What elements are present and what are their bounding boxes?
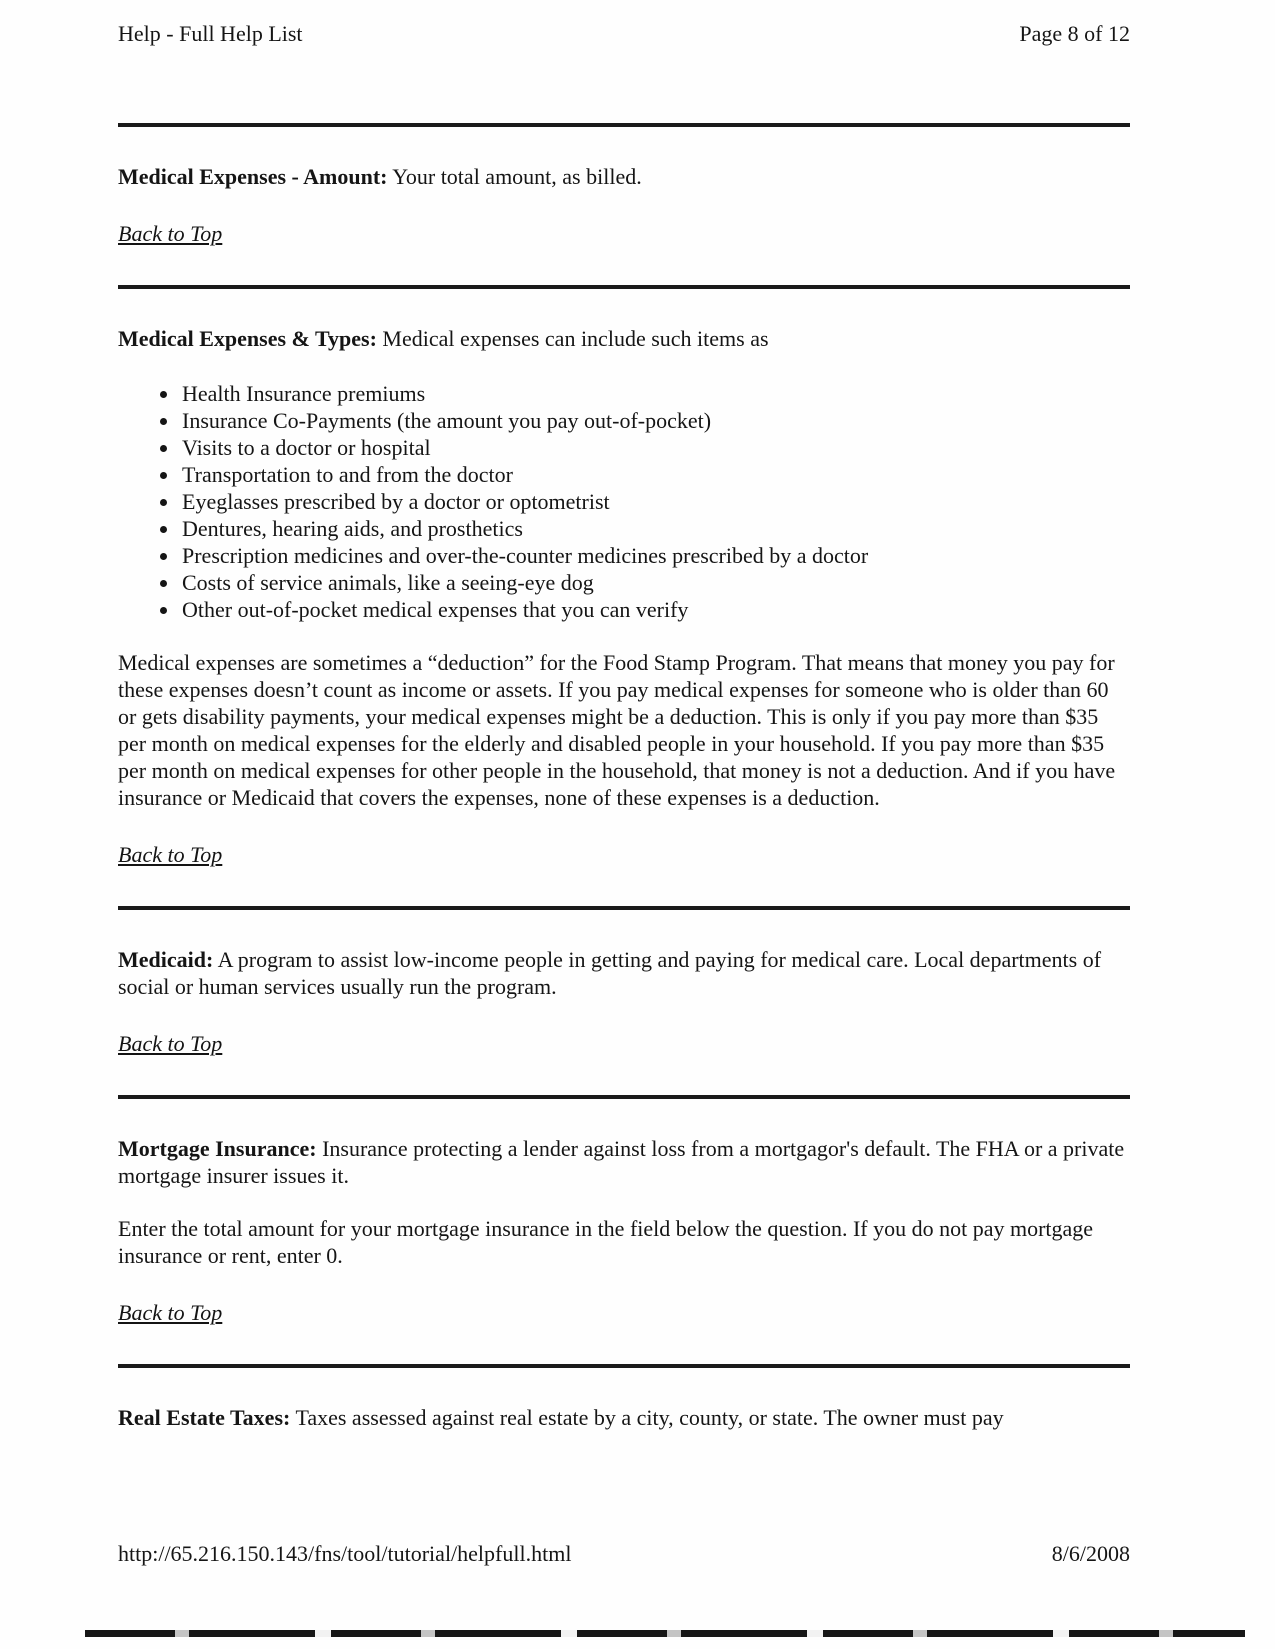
list-item: • Insurance Co-Payments (the amount you pay out-of-pocket): [180, 407, 1130, 434]
page-header: [118, 20, 1130, 47]
section-divider: [118, 285, 1130, 289]
help-section-medicaid: [118, 946, 1130, 1057]
list-item: • Other out-of-pocket medical expenses that you can verify: [180, 596, 1130, 623]
back-to-top-link[interactable]: Back to Top: [118, 221, 223, 246]
back-to-top-row: [118, 1299, 1130, 1326]
help-section-medical-expenses-amount: [118, 163, 1130, 247]
term-label: Real Estate Taxes:: [118, 1405, 291, 1430]
term-label: Medical Expenses - Amount:: [118, 164, 388, 189]
help-section-mortgage-insurance: [118, 1135, 1130, 1326]
term-definition: Taxes assessed against real estate by a city, county, or state. The owner must pay: [295, 1405, 1004, 1430]
list-item: • Dentures, hearing aids, and prosthetics: [180, 515, 1130, 542]
back-to-top-row: [118, 220, 1130, 247]
help-section-real-estate-taxes: [118, 1404, 1130, 1431]
term-definition: Medical expenses can include such items as: [382, 326, 769, 351]
page-footer: [118, 1540, 1130, 1567]
definition-line: [118, 1404, 1130, 1431]
section-divider: [118, 1095, 1130, 1099]
section-divider: [118, 1364, 1130, 1368]
list-item: • Visits to a doctor or hospital: [180, 434, 1130, 461]
section-divider: [118, 123, 1130, 127]
medical-expenses-list: [118, 380, 1130, 623]
term-definition: A program to assist low-income people in getting and paying for medical care. Local departments of social or human services usually run the program.: [118, 947, 1102, 999]
term-definition: Insurance protecting a lender against loss from a mortgagor's default. The FHA or a private mortgage insurer issues it.: [118, 1136, 1125, 1188]
term-label: Medical Expenses & Types:: [118, 326, 377, 351]
body-paragraph: Medical expenses are sometimes a “deduction” for the Food Stamp Program. That means that money you pay for these expenses doesn’t count as income or assets. If you pay medical expenses for someone who is older than 60 or gets disability payments, your medical expenses might be a deduction. This is only if you pay more than $35 per month on medical expenses for the elderly and disabled people in your household. If you pay more than $35 per month on medical expenses for other people in the household, that money is not a deduction. And if you have insurance or Medicaid that covers the expenses, none of these expenses is a deduction.: [118, 650, 1116, 810]
back-to-top-link[interactable]: Back to Top: [118, 1300, 223, 1325]
definition-line: [118, 325, 1130, 352]
list-item: • Health Insurance premiums: [180, 380, 1130, 407]
list-item: • Costs of service animals, like a seeing-eye dog: [180, 569, 1130, 596]
help-section-medical-expenses-types: [118, 325, 1130, 868]
term-label: Medicaid:: [118, 947, 214, 972]
back-to-top-link[interactable]: Back to Top: [118, 1031, 223, 1056]
list-item: • Eyeglasses prescribed by a doctor or optometrist: [180, 488, 1130, 515]
section-divider: [118, 906, 1130, 910]
back-to-top-row: [118, 1030, 1130, 1057]
back-to-top-row: [118, 841, 1130, 868]
list-item: • Prescription medicines and over-the-counter medicines prescribed by a doctor: [180, 542, 1130, 569]
term-label: Mortgage Insurance:: [118, 1136, 317, 1161]
document-title: Help - Full Help List: [118, 21, 303, 46]
body-paragraph: Enter the total amount for your mortgage insurance in the field below the question. If you do not pay mortgage insurance or rent, enter 0.: [118, 1216, 1094, 1268]
term-definition: Your total amount, as billed.: [392, 164, 642, 189]
definition-line: [118, 1135, 1130, 1189]
definition-line: [118, 946, 1130, 1000]
definition-line: [118, 163, 1130, 190]
back-to-top-link[interactable]: Back to Top: [118, 842, 223, 867]
footer-date: 8/6/2008: [1051, 1541, 1130, 1566]
page-number: Page 8 of 12: [1019, 21, 1130, 46]
footer-url: http://65.216.150.143/fns/tool/tutorial/helpfull.html: [118, 1541, 572, 1566]
list-item: • Transportation to and from the doctor: [180, 461, 1130, 488]
scan-edge-artifact: [85, 1630, 1245, 1637]
